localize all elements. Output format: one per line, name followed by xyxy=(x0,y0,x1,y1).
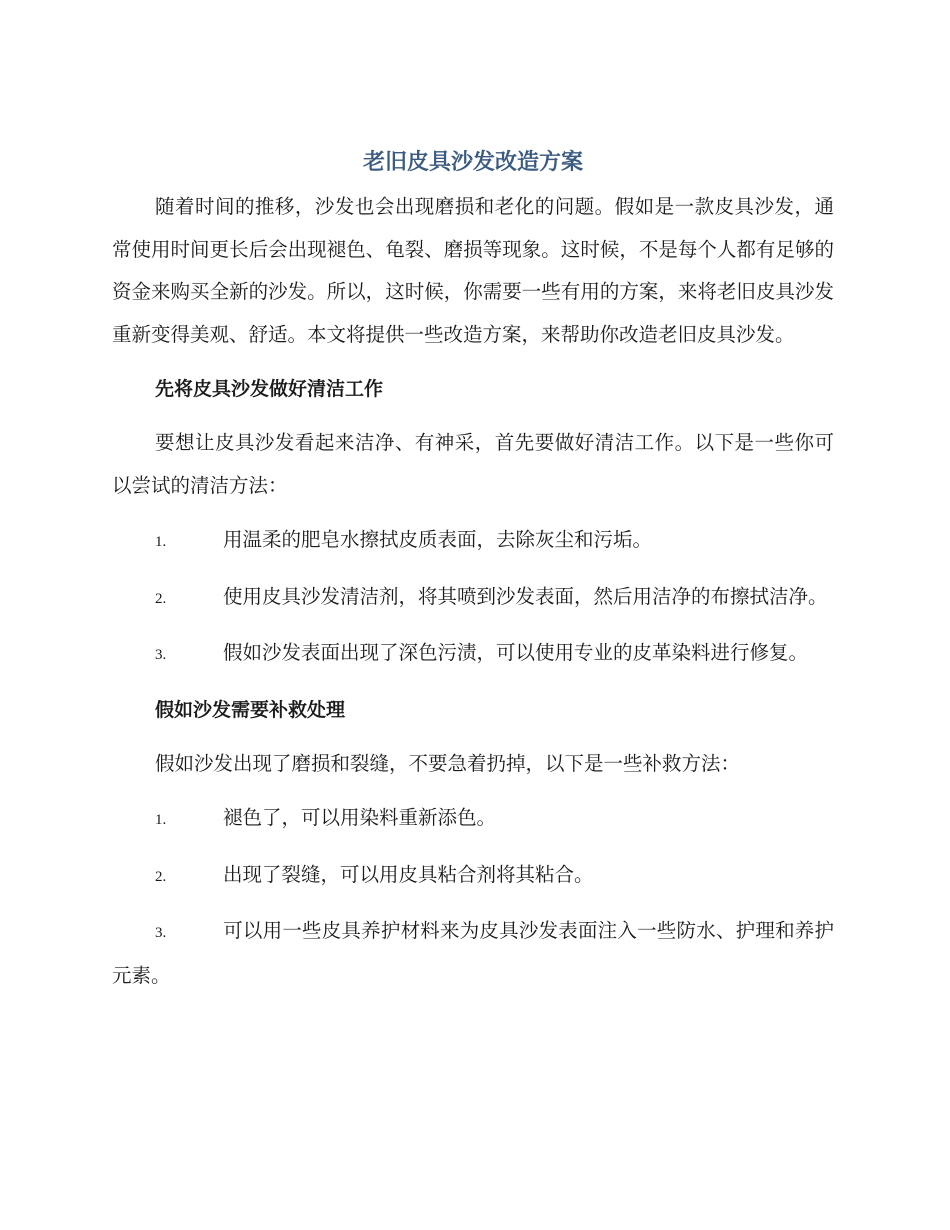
section-heading-repair: 假如沙发需要补救处理 xyxy=(155,698,346,721)
list-number: 3. xyxy=(155,925,167,941)
document-title: 老旧皮具沙发改造方案 xyxy=(362,150,583,175)
list-item xyxy=(112,797,834,842)
list-item xyxy=(112,910,834,997)
list-number: 3. xyxy=(155,647,167,663)
list-number: 2. xyxy=(155,590,167,607)
intro-paragraph: 随着时间的推移，沙发也会出现磨损和老化的问题。假如是一款皮具沙发，通常使用时间更长后会出现褪色、龟裂、磨损等现象。这时候，不是每个人都有足够的资金来购买全新的沙发。所以，这时候，你需要一些有用的方案，来将老旧皮具沙发重新变得美观、舒适。本文将提供一些改造方案，来帮助你改造老旧皮具沙发。 xyxy=(112,195,834,346)
list-item-text: 出现了裂缝，可以用皮具粘合剂将其粘合。 xyxy=(223,862,594,886)
section-lead-cleaning: 要想让皮具沙发看起来洁净、有神采，首先要做好清洁工作。以下是一些你可以尝试的清洁方法： xyxy=(112,431,834,497)
list-item xyxy=(112,632,834,677)
list-item xyxy=(112,854,834,899)
list-item xyxy=(112,519,834,564)
section-lead-repair: 假如沙发出现了磨损和裂缝，不要急着扔掉，以下是一些补救方法： xyxy=(155,751,741,775)
list-item xyxy=(112,576,834,621)
list-item-text: 假如沙发表面出现了深色污渍，可以使用专业的皮革染料进行修复。 xyxy=(223,641,809,664)
list-item-text: 用温柔的肥皂水擦拭皮质表面，去除灰尘和污垢。 xyxy=(223,528,653,551)
list-item-text: 褪色了，可以用染料重新添色。 xyxy=(223,806,497,829)
list-item-text: 使用皮具沙发清洁剂，将其喷到沙发表面，然后用洁净的布擦拭洁净。 xyxy=(223,584,828,608)
section-heading-cleaning: 先将皮具沙发做好清洁工作 xyxy=(155,378,384,400)
document-page xyxy=(112,146,834,997)
list-number: 2. xyxy=(155,868,167,885)
list-number: 1. xyxy=(155,534,167,550)
list-item-text: 可以用一些皮具养护材料来为皮具沙发表面注入一些防水、护理和养护元素。 xyxy=(112,919,834,987)
list-number: 1. xyxy=(155,812,167,828)
